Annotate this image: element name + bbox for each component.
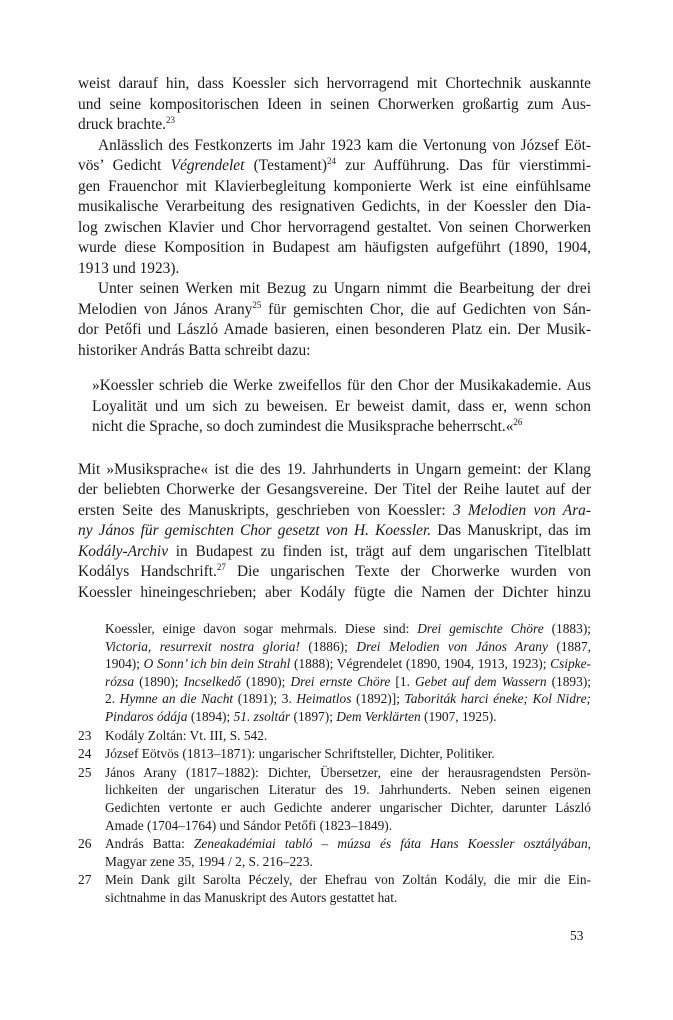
title-italic: Zeneakadémiai tabló – múzsa és fáta Hans Koessler osztályában, <box>193 836 591 852</box>
footnote-line: Amade (1704–1764) und Sándor Petőfi (1823–1849). <box>105 817 393 833</box>
footnote-line <box>105 690 591 708</box>
text-line: der beliebten Chorwerke der Gesangsvereine. Der Titel der Reihe lautet auf der <box>78 481 591 498</box>
footnote-27 <box>78 871 591 906</box>
title-italic: Drei gemischte Chöre <box>417 621 544 636</box>
text-line: weist darauf hin, dass Koessler sich hervorragend mit Chortechnik auskannte <box>78 75 591 92</box>
text-span: (1890); <box>134 673 184 689</box>
text-span: (1887, <box>547 638 591 654</box>
title-italic: Gebet auf dem Wassern <box>415 673 547 689</box>
text-line <box>78 115 591 136</box>
footnote-line: Magyar zene 35, 1994 / 2, S. 216–223. <box>105 853 313 869</box>
text-span: 1904); <box>105 656 144 672</box>
text-span: András Batta: <box>105 836 194 852</box>
title-italic: Drei Melodien von János Arany <box>356 638 548 654</box>
footnote-number: 24 <box>78 746 92 762</box>
text-span: Koessler, einige davon sogar mehrmals. Diese sind: <box>105 621 418 636</box>
text-line: historiker András Batta schreibt dazu: <box>78 341 311 359</box>
footnote-number: 25 <box>78 764 92 780</box>
footnote-26 <box>78 835 591 870</box>
text-span: Kodálys Handschrift. <box>78 563 217 580</box>
title-italic: Csipke- <box>550 656 591 672</box>
title-italic: O Sonn’ ich bin dein Strahl <box>143 656 291 672</box>
text-line: 1913 und 1923). <box>78 259 180 277</box>
title-italic: Végrendelet <box>170 157 245 174</box>
paragraph-1 <box>78 74 591 136</box>
footnote-line <box>105 673 591 691</box>
text-line: und seine kompositorischen Ideen in seinen Chorwerken großartig zum Aus- <box>78 95 591 113</box>
title-italic: Incselkedő <box>183 673 241 689</box>
text-span: druck brachte. <box>78 116 167 133</box>
text-span: ersten Seite des Manuskripts, geschrieben von Koessler: <box>78 501 453 519</box>
text-span: (1883); <box>543 621 591 636</box>
text-span: (1893); <box>546 673 592 689</box>
text-line <box>78 542 591 563</box>
text-span: (1890); <box>240 673 291 689</box>
text-span: Die ungarischen Texte der Chorwerke wurden von <box>225 563 591 580</box>
text-span: (1907, 1925). <box>420 708 497 724</box>
text-span: (1891); 3. <box>233 691 297 707</box>
title-italic: 51. zsoltár <box>233 708 291 724</box>
footnote-line: lichkeiten der ungarischen Literatur des 19. Jahrhunderts. Neben seinen eigenen <box>105 782 591 798</box>
text-span: 2. <box>105 691 120 707</box>
footnotes <box>78 620 591 907</box>
quote-line: »Koessler schrieb die Werke zweifellos für den Chor der Musikakademie. Aus <box>92 377 591 394</box>
page-number: 53 <box>570 928 584 943</box>
text-span: (1897); <box>290 708 337 724</box>
text-span: (Testament) <box>244 157 327 174</box>
text-line <box>78 562 591 583</box>
text-line: Anlässlich des Festkonzerts im Jahr 1923 kam die Vertonung von József Eöt- <box>98 136 591 154</box>
text-line <box>78 300 591 321</box>
text-line <box>78 501 591 522</box>
footnote-ref: 25 <box>252 299 262 310</box>
footnote-line: Kodály Zoltán: Vt. III, S. 542. <box>105 727 268 743</box>
footnote-line <box>105 620 591 638</box>
text-span: (1886); <box>299 638 357 654</box>
footnote-ref: 26 <box>513 417 523 427</box>
title-italic: Kodály-Archiv <box>78 542 169 560</box>
text-line: wurde diese Komposition in Budapest am häufigsten aufgeführt (1890, 1904, <box>78 239 591 256</box>
text-span: [1. <box>390 673 416 689</box>
text-line: gen Frauenchor mit Klavierbegleitung komponierte Werk ist eine einfühlsame <box>78 177 591 195</box>
text-span: nicht die Sprache, so doch zumindest die Musiksprache beherrscht.« <box>92 418 514 435</box>
footnote-line <box>105 638 591 656</box>
text-span: Das Manuskript, das im <box>431 522 591 539</box>
footnote-line <box>105 835 591 853</box>
footnote-number: 26 <box>78 836 92 852</box>
text-span: für gemischten Chor, die auf Gedichten von Sán- <box>261 300 591 318</box>
title-italic: Taboriták harci éneke; Kol Nidre; <box>404 691 592 707</box>
title-italic: Pindaros ódája <box>105 708 188 724</box>
paragraph-4 <box>78 460 591 604</box>
text-span: in Budapest zu finden ist, trägt auf dem ungarischen Titelblatt <box>168 542 591 560</box>
text-line <box>78 156 591 177</box>
quote-line: Loyalität und um sich zu beweisen. Er beweist damit, dass er, wenn schon <box>92 397 591 415</box>
text-line: musikalische Verarbeitung des resignativen Gedichts, in der Koessler den Dia- <box>78 198 591 215</box>
footnote-line: József Eötvös (1813–1871): ungarischer Schriftsteller, Dichter, Politiker. <box>105 746 495 762</box>
footnote-continued <box>78 620 591 726</box>
paragraph-3 <box>78 279 591 361</box>
text-line: dor Petőfi und László Amade basieren, einen besonderen Platz ein. Der Musik- <box>78 321 591 338</box>
text-line <box>78 521 591 542</box>
title-italic: Heimatlos <box>296 691 352 707</box>
main-text <box>78 74 591 603</box>
text-span: zur Aufführung. Das für vierstimmi- <box>335 157 591 174</box>
title-italic: Victoria, resurrexit nostra gloria! <box>105 638 300 654</box>
text-line: Unter seinen Werken mit Bezug zu Ungarn nimmt die Bearbeitung der drei <box>98 280 591 297</box>
text-span: (1894); <box>187 708 234 724</box>
footnote-ref: 24 <box>326 156 336 166</box>
quote-line <box>92 417 591 438</box>
block-quote <box>92 376 591 438</box>
footnote-23 <box>78 727 591 745</box>
text-span: Melodien von János Arany <box>78 300 253 318</box>
footnote-line: sichtnahme in das Manuskript des Autors gestattet hat. <box>105 889 398 905</box>
footnote-line: Gedichten vertonte er auch Gedichte anderer ungarischer Dichter, darunter László <box>105 799 591 815</box>
title-italic: Dem Verklärten <box>336 708 421 724</box>
footnote-line <box>105 708 591 726</box>
footnote-25 <box>78 764 591 834</box>
footnote-line: Mein Dank gilt Sarolta Péczely, der Ehefrau von Zoltán Kodály, die mir die Ein- <box>105 872 591 888</box>
title-italic: ny János für gemischten Chor gesetzt von H. Koessler. <box>78 522 432 539</box>
footnote-line <box>105 655 591 673</box>
text-span: (1888); Végrendelet (1890, 1904, 1913, 1923); <box>290 656 551 672</box>
footnote-ref: 23 <box>166 115 176 125</box>
title-italic: Hymne an die Nacht <box>119 691 234 707</box>
footnote-24 <box>78 745 591 763</box>
footnote-number: 23 <box>78 727 92 743</box>
text-span: (1892)]; <box>351 691 405 707</box>
paragraph-2 <box>78 136 591 280</box>
text-line: Koessler hineingeschrieben; aber Kodály fügte die Namen der Dichter hinzu <box>78 583 591 601</box>
title-italic: rózsa <box>105 673 135 689</box>
title-italic: 3 Melodien von Ara- <box>452 501 591 519</box>
title-italic: Drei ernste Chöre <box>290 673 391 689</box>
text-line: log zwischen Klavier und Chor hervorragend gestaltet. Von seinen Chorwerken <box>78 218 591 236</box>
footnote-line: János Arany (1817–1882): Dichter, Übersetzer, eine der herausragendsten Persön- <box>105 764 591 780</box>
text-span: vös’ Gedicht <box>78 157 171 174</box>
footnote-number: 27 <box>78 872 92 888</box>
footnote-ref: 27 <box>216 562 226 572</box>
text-line: Mit »Musiksprache« ist die des 19. Jahrhunderts in Ungarn gemeint: der Klang <box>78 460 591 478</box>
